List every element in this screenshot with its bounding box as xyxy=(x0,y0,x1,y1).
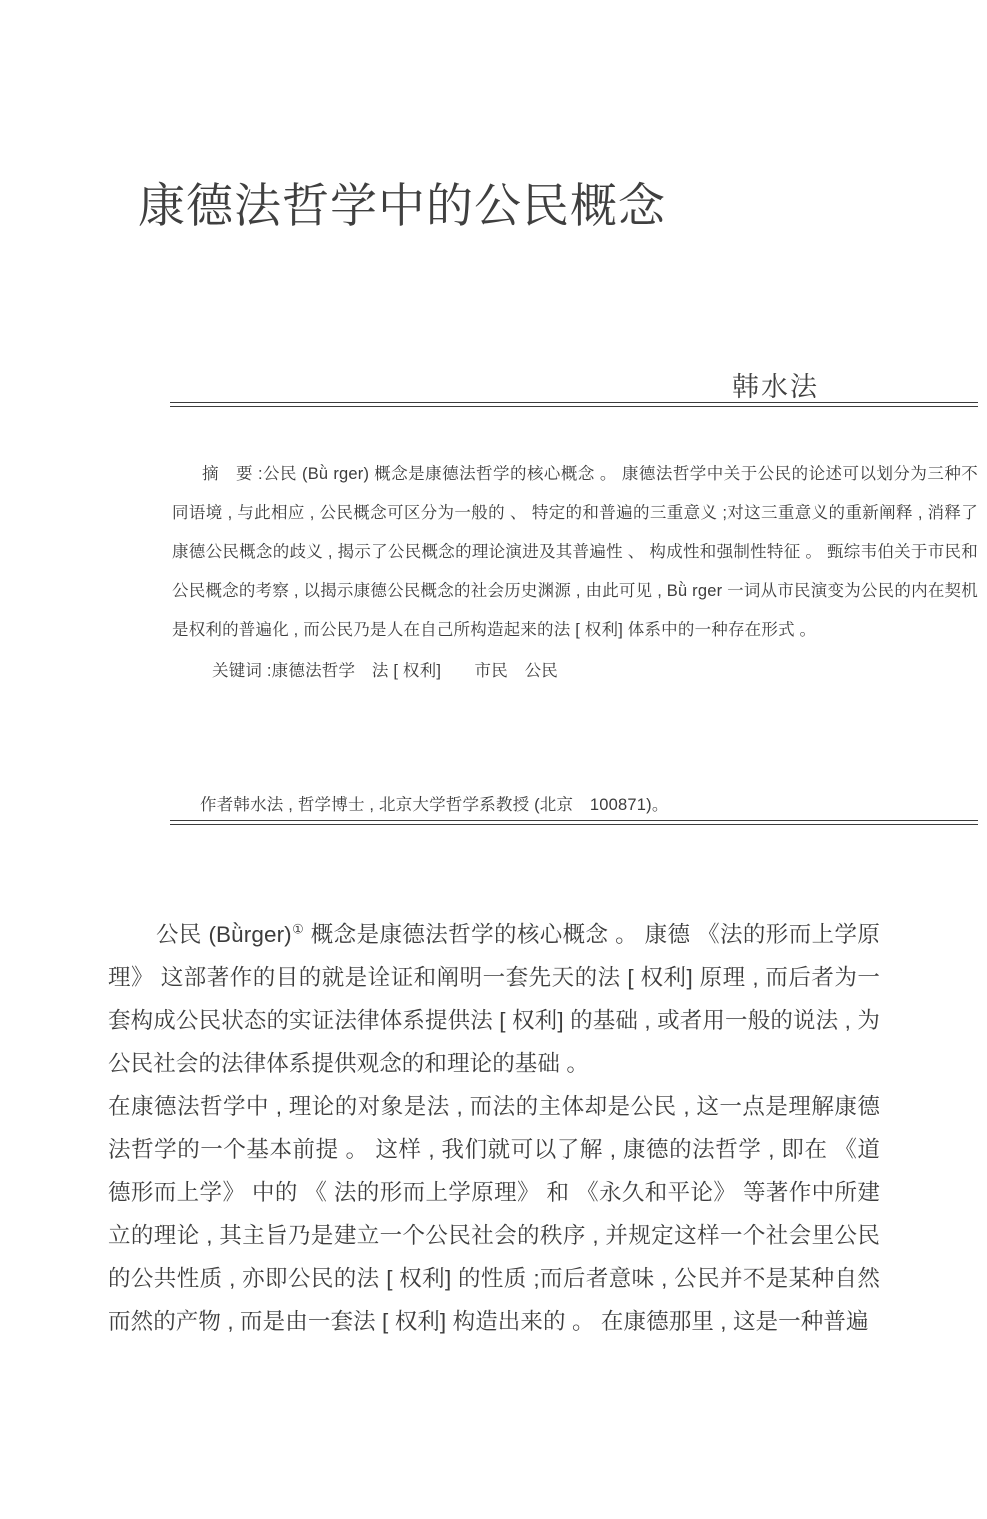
abstract-label: 摘 要 : xyxy=(202,465,263,483)
body-paragraph-2: 在康德法哲学中 , 理论的对象是法 , 而法的主体却是公民 , 这一点是理解康德法哲学的一个基本前提 。 这样 , 我们就可以了解 , 康德的法哲学 , 即在 《道德形而上学》 中的 《 法的形而上学原理》 和 《永久和平论》 等著作中所建立的理论 , 其主旨乃是建立一个公民社会的秩序 , 并规定这样一个社会里公民的公共性质 , 亦即公民的法 [ 权利] 的性质 ;而后者意味 , 公民并不是某种自然而然的产物 , 而是由一套法 [ 权利] 构造出来的 。 在康德那里 , 这是一种普遍 xyxy=(108,1094,880,1334)
divider-top xyxy=(170,402,978,407)
body-paragraph-1-post: 概念是康德法哲学的核心概念 。 康德 《法的形而上学原理》 这部著作的目的就是诠证和阐明一套先天的法 [ 权利] 原理 , 而后者为一套构成公民状态的实证法律体系提供法 [ 权利] 的基础 , 或者用一般的说法 , 为公民社会的法律体系提供观念的和理论的基础 。 xyxy=(108,922,880,1076)
body-text xyxy=(108,913,880,1343)
divider-bottom xyxy=(170,820,978,825)
author-bio: 作者韩水法 , 哲学博士 , 北京大学哲学系教授 (北京 100871)。 xyxy=(200,796,669,814)
author-name: 韩水法 xyxy=(732,372,819,402)
abstract-block xyxy=(172,455,978,691)
abstract-text xyxy=(172,455,978,650)
footnote-marker-icon: ① xyxy=(291,921,305,937)
body-paragraph-1-pre: 公民 (Bǜrger) xyxy=(156,922,292,947)
keywords-line: 关键词 :康德法哲学 法 [ 权利] 市民 公民 xyxy=(212,662,559,680)
page-title: 康德法哲学中的公民概念 xyxy=(138,179,666,233)
body-paragraph-1 xyxy=(108,913,880,1085)
abstract-body: 公民 (Bǜ rger) 概念是康德法哲学的核心概念 。 康德法哲学中关于公民的论述可以划分为三种不同语境 , 与此相应 , 公民概念可区分为一般的 、 特定的和普遍的三重意义 ;对这三重意义的重新阐释 , 消释了康德公民概念的歧义 , 揭示了公民概念的理论演进及其普遍性 、 构成性和强制性特征 。 甄综韦伯关于市民和公民概念的考察 , 以揭示康德公民概念的社会历史渊源 , 由此可见 , Bǜ rger 一词从市民演变为公民的内在契机是权利的普遍化 , 而公民乃是人在自己所构造起来的法 [ 权利] 体系中的一种存在形式 。 xyxy=(172,465,978,639)
